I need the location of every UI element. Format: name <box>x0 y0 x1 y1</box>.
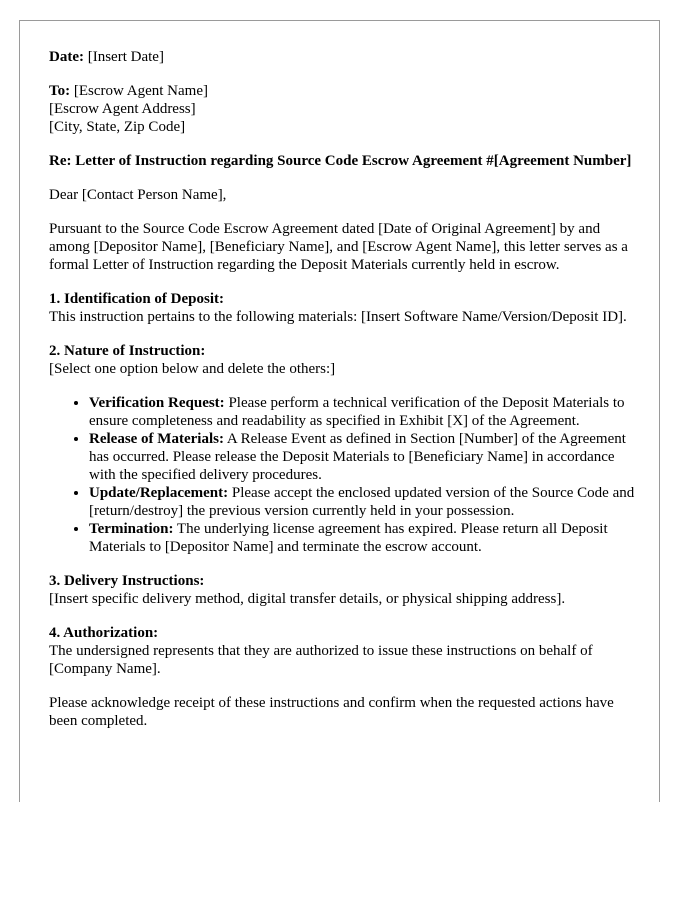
list-item <box>89 394 641 430</box>
option-description: The underlying license agreement has expired. Please return all Deposit Materials to [Depositor Name] and terminate the escrow account. <box>89 521 608 555</box>
intro-paragraph: Pursuant to the Source Code Escrow Agreement dated [Date of Original Agreement] by and among [Depositor Name], [Beneficiary Name], and [Escrow Agent Name], this letter serves as a formal Letter of Instruction regarding the Deposit Materials currently held in escrow. <box>49 221 628 273</box>
section-identification <box>49 290 641 326</box>
letter-page <box>19 20 660 802</box>
recipient-name: [Escrow Agent Name] <box>70 83 208 99</box>
section-1-heading: 1. Identification of Deposit: <box>49 291 224 307</box>
option-term: Termination: <box>89 521 174 537</box>
section-delivery <box>49 572 641 608</box>
recipient-address: [Escrow Agent Address] <box>49 101 196 117</box>
section-4-heading: 4. Authorization: <box>49 625 159 641</box>
section-3-heading: 3. Delivery Instructions: <box>49 573 205 589</box>
section-authorization <box>49 624 641 678</box>
option-term: Update/Replacement: <box>89 485 229 501</box>
recipient-name-line <box>49 82 641 100</box>
instruction-options-list <box>49 394 641 556</box>
to-label: To: <box>49 83 71 99</box>
subject-line <box>49 152 641 170</box>
section-1-text: This instruction pertains to the following materials: [Insert Software Name/Version/Deposit ID]. <box>49 309 627 325</box>
option-description: Please perform a technical verification of the Deposit Materials to ensure completeness and readability as specified in Exhibit [X] of the Agreement. <box>89 395 625 429</box>
subject-text: Re: Letter of Instruction regarding Source Code Escrow Agreement #[Agreement Number] <box>49 153 632 169</box>
section-nature <box>49 342 641 378</box>
letter-content <box>49 48 641 746</box>
option-description: Please accept the enclosed updated version of the Source Code and [return/destroy] the previous version currently held in your possession. <box>89 485 635 519</box>
recipient-city: [City, State, Zip Code] <box>49 119 186 135</box>
date-line <box>49 48 641 66</box>
option-description: A Release Event as defined in Section [Number] of the Agreement has occurred. Please release the Deposit Materials to [Beneficiary Name] in accordance with the specified delivery procedures. <box>89 431 626 483</box>
list-item <box>89 430 641 484</box>
list-item <box>89 520 641 556</box>
date-value: [Insert Date] <box>83 49 164 65</box>
date-label: Date: <box>49 49 84 65</box>
section-2-text: [Select one option below and delete the others:] <box>49 361 336 377</box>
list-item <box>89 484 641 520</box>
section-2-heading: 2. Nature of Instruction: <box>49 343 206 359</box>
recipient-block <box>49 82 641 136</box>
section-4-text: The undersigned represents that they are authorized to issue these instructions on behalf of [Company Name]. <box>49 643 593 677</box>
salutation: Dear [Contact Person Name], <box>49 187 227 203</box>
option-term: Verification Request: <box>89 395 225 411</box>
section-3-text: [Insert specific delivery method, digital transfer details, or physical shipping address]. <box>49 591 566 607</box>
closing-paragraph: Please acknowledge receipt of these instructions and confirm when the requested actions have been completed. <box>49 695 614 729</box>
option-term: Release of Materials: <box>89 431 224 447</box>
